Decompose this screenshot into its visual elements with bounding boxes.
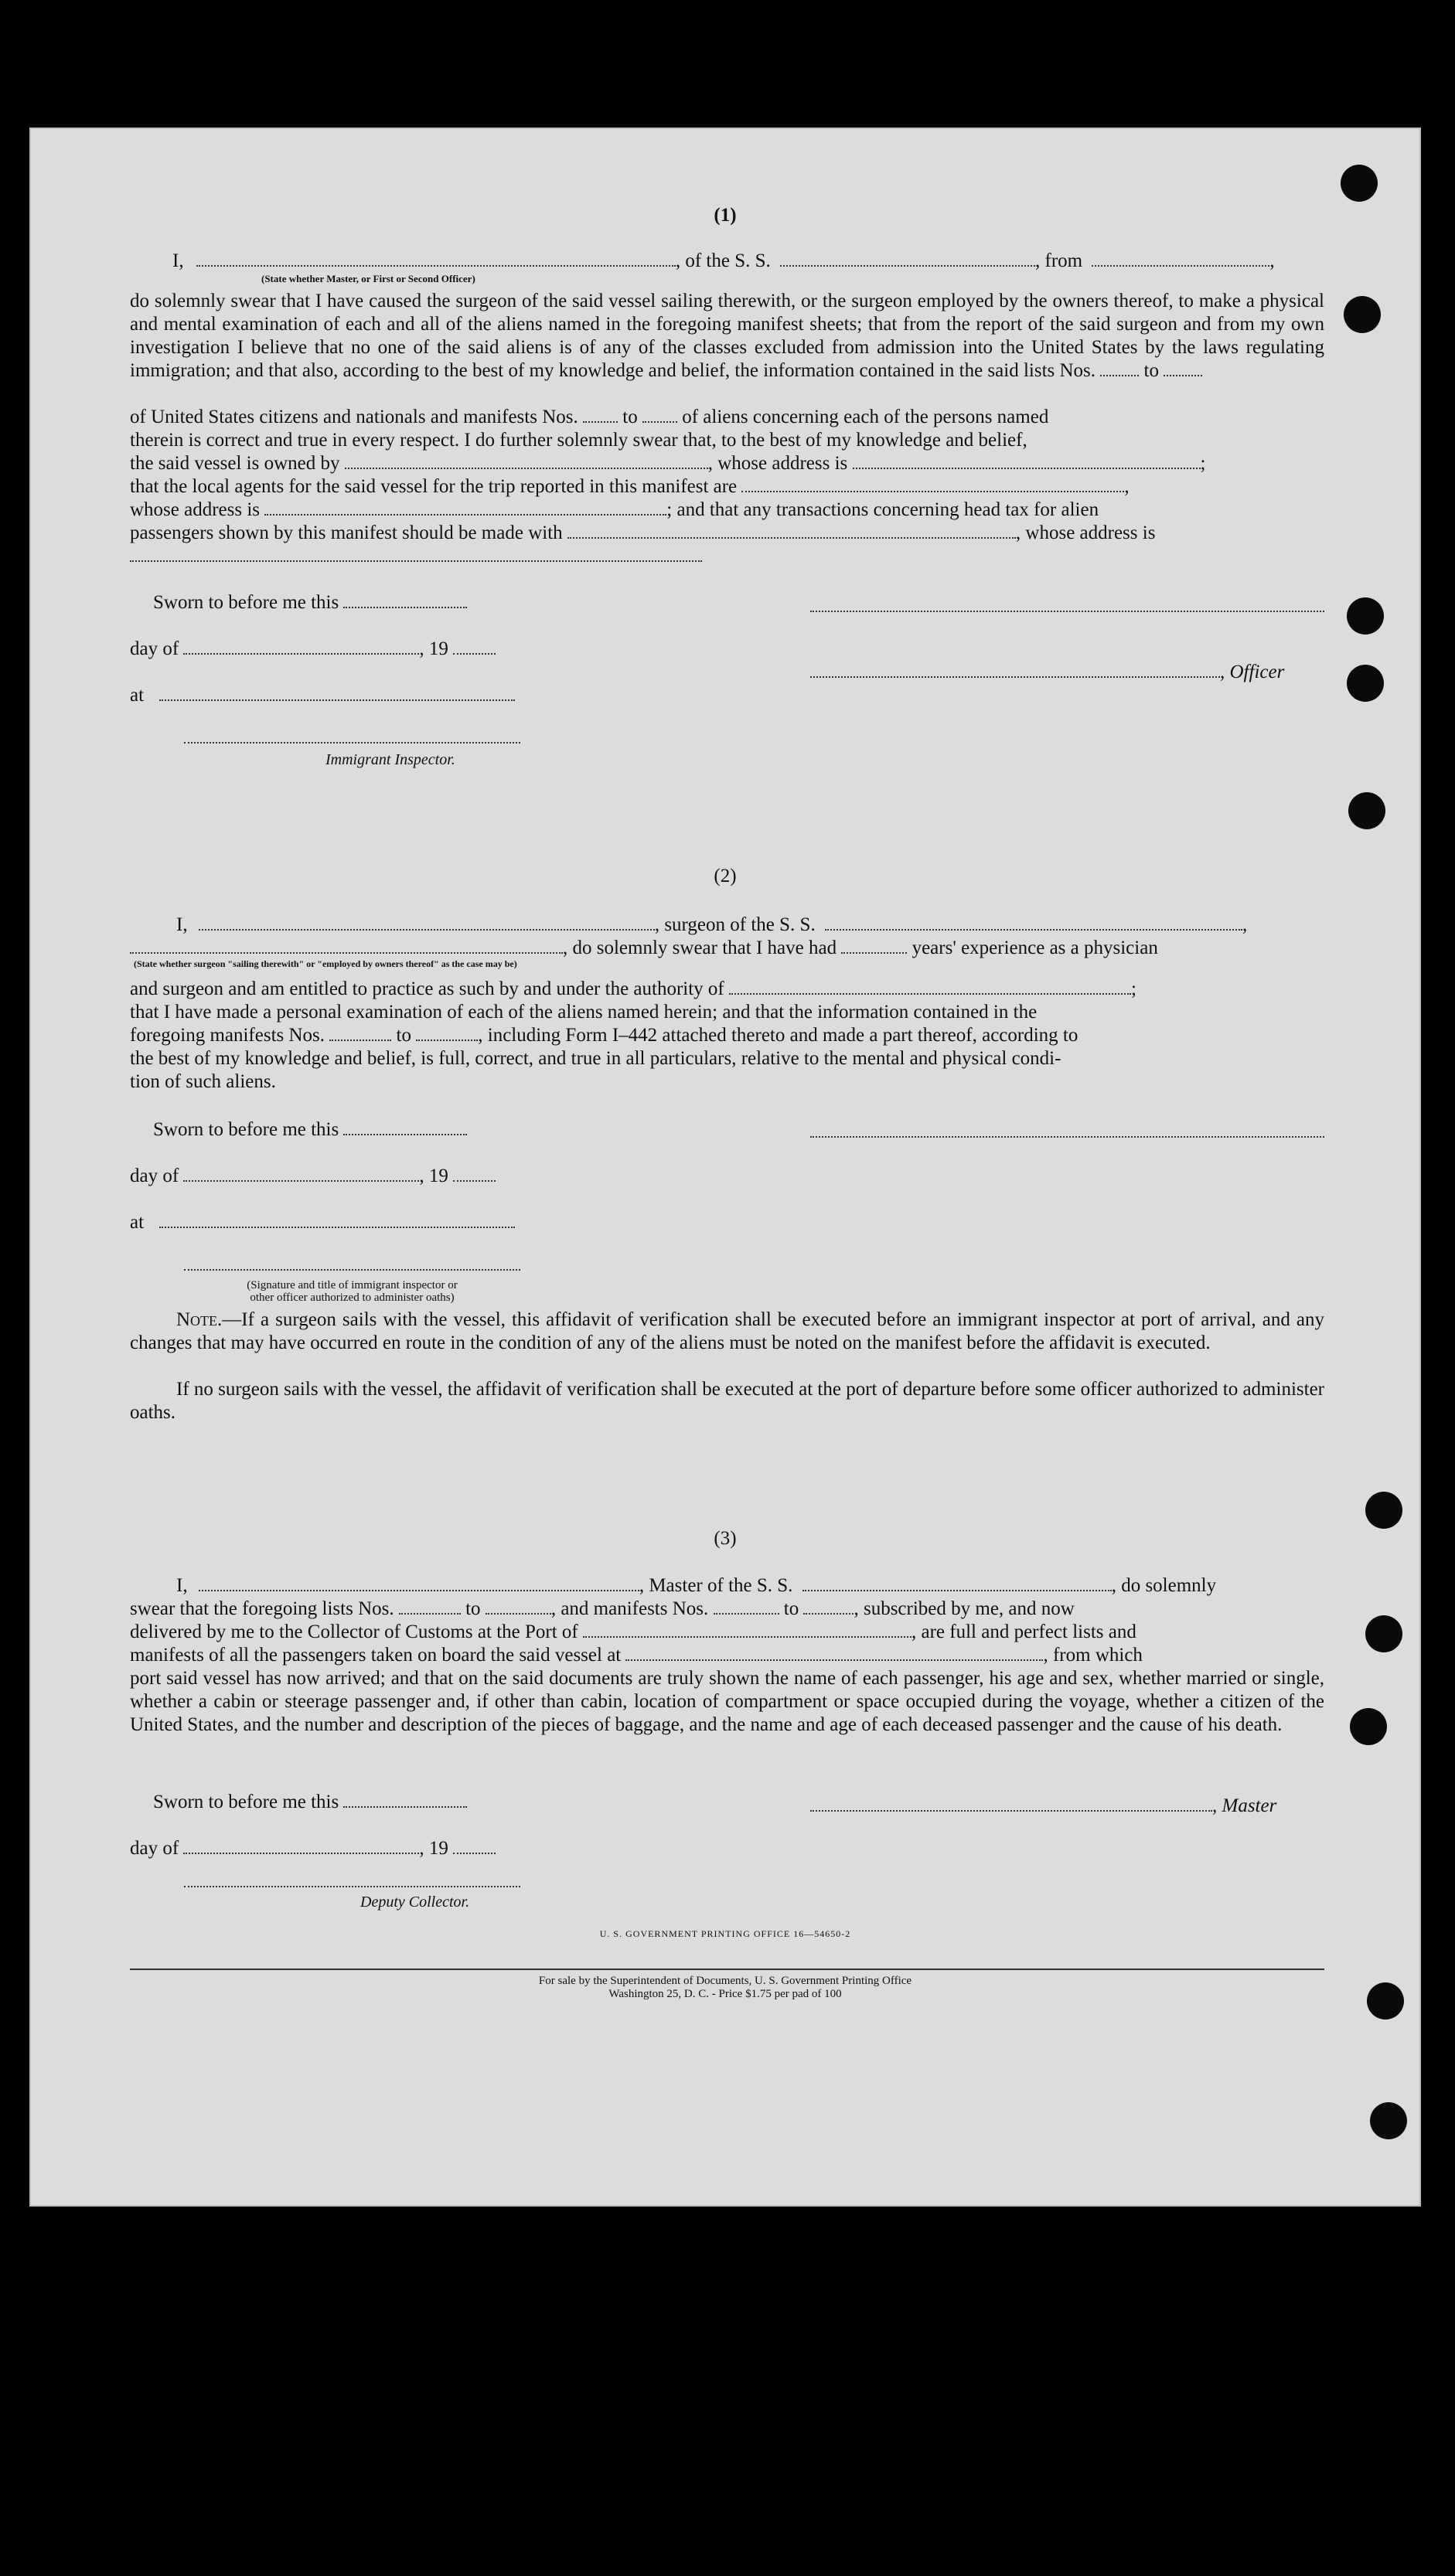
punch-hole xyxy=(1344,296,1381,333)
s1-owner-address-label: , whose address is xyxy=(707,453,848,474)
s2-to: to xyxy=(396,1025,411,1046)
s3-lists-text: swear that the foregoing lists Nos. xyxy=(130,1598,394,1619)
s3-solemnly: , do solemnly xyxy=(1111,1575,1217,1596)
punch-hole xyxy=(1370,2102,1407,2139)
s2-line-6: the best of my knowledge and belief, is full, correct, and true in all particulars, relative to the mental and physical condi- xyxy=(130,1048,1061,1069)
port-of-arrival-blank[interactable] xyxy=(583,1622,912,1638)
s1-correct-line: therein is correct and true in every respect. I do further solemnly swear that, to the best of my knowledge and belief, xyxy=(130,430,1027,451)
s2-manifests-text: foregoing manifests Nos. xyxy=(130,1025,325,1046)
sale-notice-line-1: For sale by the Superintendent of Documents, U. S. Government Printing Office xyxy=(538,1975,912,1987)
punch-hole xyxy=(1347,597,1384,635)
s2-place-blank[interactable] xyxy=(159,1213,515,1228)
s1-sworn-date-blank[interactable] xyxy=(343,593,467,608)
section-2-number: (2) xyxy=(714,866,737,886)
s1-at xyxy=(130,684,515,707)
s3-day-of xyxy=(130,1837,496,1860)
s1-owned-line xyxy=(130,452,1205,475)
s1-oath-text: do solemnly swear that I have caused the surgeon of the said vessel sailing therewith, or the surgeon employed by the owners thereof, to make a physical and mental examination of each and all of the aliens named in the foregoing manifest sheets; that from the report of the said surgeon and from my own investigation I believe that no one of the said aliens is of any of the classes excluded from admission into the United States by the laws regulating immigration; and that also, according to the best of my knowledge and belief, the information contained in the said lists Nos. xyxy=(130,291,1324,381)
s2-year-text: , 19 xyxy=(419,1165,448,1186)
s3-manifests-from-blank[interactable] xyxy=(714,1599,779,1615)
sale-notice-line-2: Washington 25, D. C. - Price $1.75 per pad of 100 xyxy=(608,1988,842,2000)
owner-address-blank[interactable] xyxy=(853,454,1201,469)
s1-line-1 xyxy=(172,250,1275,273)
s2-surgeon-text: , surgeon of the S. S. xyxy=(654,914,816,935)
s1-citizens-line xyxy=(130,406,1048,429)
from-port-blank[interactable] xyxy=(1092,251,1269,267)
s2-at-text: at xyxy=(130,1212,145,1233)
s2-manifests-to-blank[interactable] xyxy=(416,1026,478,1041)
s3-vessel-blank[interactable] xyxy=(802,1576,1112,1591)
s1-sworn xyxy=(153,591,467,614)
s1-whose-line xyxy=(130,499,1099,522)
s1-sub-caption: (State whether Master, or First or Second Officer) xyxy=(261,273,475,284)
officer-signature-blank[interactable] xyxy=(810,662,1220,678)
s3-line-3 xyxy=(130,1621,1136,1644)
s3-master-text: , Master of the S. S. xyxy=(639,1575,793,1596)
s1-sworn-text: Sworn to before me this xyxy=(153,592,339,613)
s2-form-text: , including Form I–442 attached thereto and made a part thereof, according to xyxy=(478,1025,1078,1046)
years-experience-blank[interactable] xyxy=(841,938,907,954)
s2-swear-text: , do solemnly swear that I have had xyxy=(563,938,837,958)
s2-sworn xyxy=(153,1118,467,1142)
punch-hole xyxy=(1348,792,1385,829)
s2-vessel-blank[interactable] xyxy=(825,915,1242,931)
punch-hole xyxy=(1365,1615,1402,1652)
s2-note-2: If no surgeon sails with the vessel, the affidavit of verification shall be executed at the port of departure before some officer authorized to administer oaths. xyxy=(130,1379,1324,1423)
s3-manifests-text: , and manifests Nos. xyxy=(550,1598,709,1619)
s2-sworn-text: Sworn to before me this xyxy=(153,1119,339,1140)
s1-oath-paragraph xyxy=(130,290,1324,383)
s2-comma: , xyxy=(1242,914,1248,935)
s2-note-label: Note. xyxy=(176,1309,223,1330)
s2-day-of-text: day of xyxy=(130,1165,179,1186)
s2-note-1 xyxy=(130,1308,1324,1355)
s1-headtax-text: ; and that any transactions concerning head tax for alien xyxy=(666,499,1099,520)
headtax-party-blank[interactable] xyxy=(567,523,1016,539)
s1-year-blank[interactable] xyxy=(453,639,496,655)
s1-from: , from xyxy=(1035,250,1083,271)
s1-signature-blank[interactable] xyxy=(810,611,1324,612)
s3-deputy-label: Deputy Collector. xyxy=(360,1894,470,1911)
s3-from-which: , from which xyxy=(1043,1645,1143,1666)
surgeon-status-blank[interactable] xyxy=(130,938,563,954)
manifests-from-blank[interactable] xyxy=(583,407,618,423)
s1-agents-comma: , xyxy=(1124,476,1130,497)
s1-aliens-text: of aliens concerning each of the persons named xyxy=(682,407,1049,427)
officer-name-blank[interactable] xyxy=(196,251,676,267)
s3-year-blank[interactable] xyxy=(453,1839,496,1854)
s3-line-4 xyxy=(130,1644,1143,1667)
surgeon-name-blank[interactable] xyxy=(199,915,655,931)
s1-officer-label: , Officer xyxy=(1220,662,1285,682)
s1-month-blank[interactable] xyxy=(183,639,419,655)
lists-from-blank[interactable] xyxy=(1100,361,1139,376)
s3-lists-from-blank[interactable] xyxy=(399,1599,461,1615)
s1-passengers-text: passengers shown by this manifest should be made with xyxy=(130,522,563,543)
agents-address-blank[interactable] xyxy=(264,500,666,516)
footer-rule xyxy=(130,1969,1324,1970)
s2-i: I, xyxy=(176,914,188,935)
s2-note-1-text: —If a surgeon sails with the vessel, this affidavit of verification shall be executed before an immigrant inspector at port of arrival, and any changes that may have occurred en route in the condition of any of the aliens must be noted on the manifest before the affidavit is executed. xyxy=(130,1309,1324,1353)
s1-at-text: at xyxy=(130,685,145,706)
s2-at xyxy=(130,1211,515,1234)
s3-full-lists-text: , are full and perfect lists and xyxy=(912,1621,1136,1642)
s1-of-ss: , of the S. S. xyxy=(675,250,771,271)
s1-semicolon: ; xyxy=(1200,453,1206,474)
s1-day-of xyxy=(130,638,496,661)
s3-day-of-text: day of xyxy=(130,1838,179,1859)
s1-agents-text: that the local agents for the said vessel for the trip reported in this manifest are xyxy=(130,476,738,497)
s2-year-blank[interactable] xyxy=(453,1166,496,1182)
s1-pass-address-label: , whose address is xyxy=(1015,522,1156,543)
s2-manifests-from-blank[interactable] xyxy=(329,1026,391,1041)
s1-owned-text: the said vessel is owned by xyxy=(130,453,340,474)
s3-master-label: , Master xyxy=(1212,1795,1277,1816)
s3-master-line xyxy=(810,1795,1276,1818)
s2-line-5 xyxy=(130,1024,1078,1047)
master-name-blank[interactable] xyxy=(199,1576,639,1591)
s2-day-of xyxy=(130,1165,496,1188)
owner-blank[interactable] xyxy=(345,454,708,469)
s2-authority-text: and surgeon and am entitled to practice as such by and under the authority of xyxy=(130,978,724,999)
manifests-to-blank[interactable] xyxy=(642,407,677,423)
s3-to: to xyxy=(465,1598,481,1619)
punch-hole xyxy=(1350,1708,1387,1745)
s3-i: I, xyxy=(176,1575,188,1596)
s1-i: I, xyxy=(172,250,184,271)
s3-paragraph: port said vessel has now arrived; and that on the said documents are truly shown the name of each passenger, his age and sex, whether married or single, whether a cabin or steerage passenger and, if other than cabin, location of compartment or space occupied during the voyage, whether a citizen of the United States, and the number and description of the pieces of baggage, and the name and age of each deceased passenger and the cause of his death. xyxy=(130,1668,1324,1735)
deputy-signature-blank[interactable] xyxy=(184,1886,520,1887)
s1-to: to xyxy=(1143,360,1159,381)
s2-sub-caption: (State whether surgeon "sailing therewith" or "employed by owners thereof" as the case may be) xyxy=(134,958,517,969)
s3-to-2: to xyxy=(783,1598,799,1619)
s2-line-1 xyxy=(176,914,1247,937)
s1-agents-line xyxy=(130,475,1130,499)
lists-to-blank[interactable] xyxy=(1164,361,1202,376)
s2-officer-signature-blank[interactable] xyxy=(184,1269,520,1271)
authority-blank[interactable] xyxy=(729,979,1131,995)
master-signature-blank[interactable] xyxy=(810,1796,1212,1812)
s3-collector-text: delivered by me to the Collector of Customs at the Port of xyxy=(130,1621,578,1642)
form-sheet xyxy=(29,128,1421,2207)
s2-line-7: tion of such aliens. xyxy=(130,1071,276,1092)
agents-blank[interactable] xyxy=(741,477,1124,492)
s2-signature-caption-2: other officer authorized to administer oaths) xyxy=(250,1291,455,1304)
surgeon-signature-blank[interactable] xyxy=(810,1136,1324,1138)
s1-comma: , xyxy=(1269,250,1275,271)
s1-officer-line xyxy=(810,661,1284,684)
vessel-name-blank[interactable] xyxy=(780,251,1035,267)
punch-hole xyxy=(1367,1982,1404,2020)
s2-line-2 xyxy=(130,937,1158,960)
s1-passengers-line xyxy=(130,522,1155,545)
headtax-address-blank[interactable] xyxy=(130,560,702,562)
punch-hole xyxy=(1347,665,1384,702)
s1-year-text: , 19 xyxy=(419,638,448,659)
s1-inspector-label: Immigrant Inspector. xyxy=(325,751,455,768)
gpo-imprint: U. S. GOVERNMENT PRINTING OFFICE 16—54650-2 xyxy=(599,1928,851,1939)
s1-place-blank[interactable] xyxy=(159,686,515,701)
punch-hole xyxy=(1365,1492,1402,1529)
punch-hole xyxy=(1341,165,1378,202)
s2-line-3 xyxy=(130,978,1136,1001)
s2-signature-caption-1: (Signature and title of immigrant inspector or xyxy=(247,1279,458,1291)
s2-sworn-date-blank[interactable] xyxy=(343,1120,467,1135)
s3-month-blank[interactable] xyxy=(183,1839,419,1854)
s3-taken-text: manifests of all the passengers taken on board the said vessel at xyxy=(130,1645,622,1666)
s3-manifests-to-blank[interactable] xyxy=(803,1599,854,1615)
s1-citizens-to: to xyxy=(622,407,638,427)
s1-citizens-text: of United States citizens and nationals and manifests Nos. xyxy=(130,407,578,427)
s2-month-blank[interactable] xyxy=(183,1166,419,1182)
s3-subscribed-text: , subscribed by me, and now xyxy=(854,1598,1075,1619)
port-of-embarkation-blank[interactable] xyxy=(625,1645,1043,1661)
s1-whose-text: whose address is xyxy=(130,499,261,520)
s1-inspector-signature-blank[interactable] xyxy=(184,742,520,744)
section-3-number: (3) xyxy=(714,1528,737,1549)
s3-sworn-date-blank[interactable] xyxy=(343,1792,467,1808)
sale-notice xyxy=(29,1975,1421,2001)
s3-sworn xyxy=(153,1791,467,1814)
s2-semicolon: ; xyxy=(1131,978,1136,999)
section-1-number: (1) xyxy=(714,205,737,226)
s3-lists-to-blank[interactable] xyxy=(486,1599,551,1615)
s3-year-text: , 19 xyxy=(419,1838,448,1859)
s2-line-4: that I have made a personal examination of each of the aliens named herein; and that the information contained in the xyxy=(130,1002,1038,1023)
s3-line-2 xyxy=(130,1598,1075,1621)
s3-sworn-text: Sworn to before me this xyxy=(153,1792,339,1812)
s1-day-of-text: day of xyxy=(130,638,179,659)
s2-signature-caption xyxy=(184,1279,520,1304)
s3-line-1 xyxy=(176,1574,1216,1598)
s2-years-text: years' experience as a physician xyxy=(912,938,1158,958)
